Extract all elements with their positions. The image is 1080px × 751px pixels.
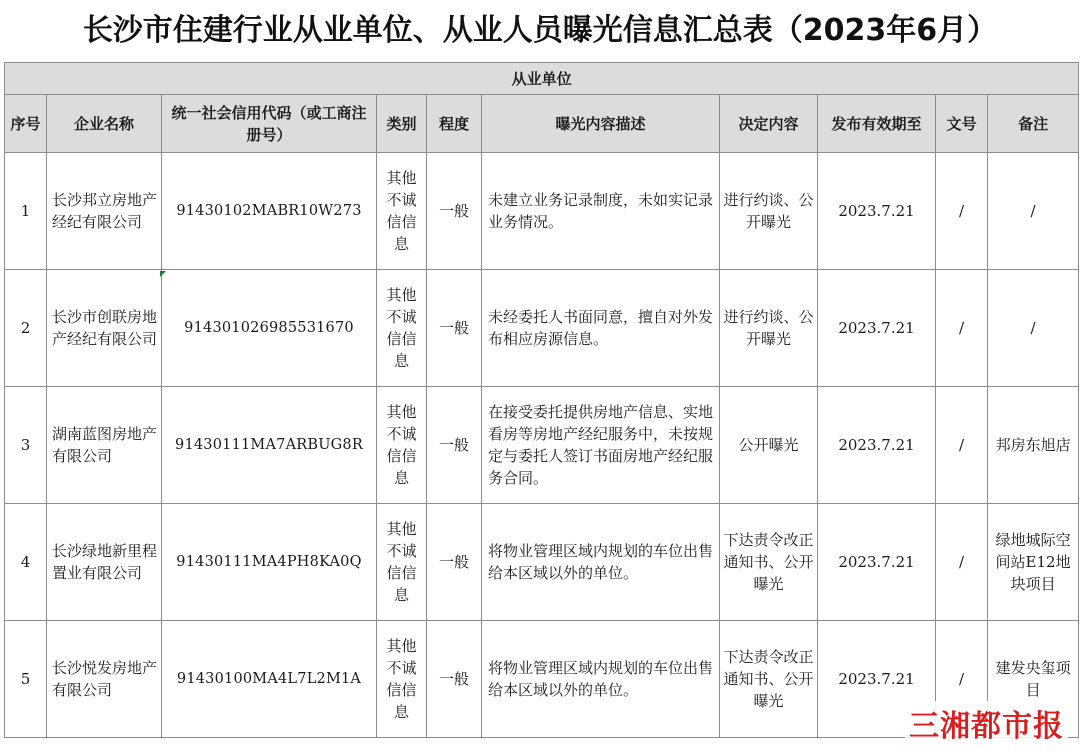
cell-level: 一般 (427, 270, 482, 387)
cell-doc-no: / (936, 621, 988, 738)
col-header-no: 序号 (5, 95, 47, 153)
cell-company-name: 湖南蓝图房地产有限公司 (47, 387, 162, 504)
table-row (5, 270, 1079, 387)
cell-no: 4 (5, 504, 47, 621)
cell-description: 未建立业务记录制度，未如实记录业务情况。 (482, 153, 720, 270)
cell-decision: 进行约谈、公开曝光 (720, 153, 818, 270)
cell-company-name: 长沙绿地新里程置业有限公司 (47, 504, 162, 621)
col-header-level: 程度 (427, 95, 482, 153)
cell-remark: 建发央玺项目 (988, 621, 1079, 738)
cell-comment-marker (160, 271, 166, 277)
col-header-valid-until: 发布有效期至 (818, 95, 936, 153)
newspaper-watermark-logo: 三湘都市报 (905, 701, 1068, 745)
cell-category: 其他不诚信信息 (377, 270, 427, 387)
cell-level: 一般 (427, 387, 482, 504)
cell-description: 将物业管理区域内规划的车位出售给本区域以外的单位。 (482, 621, 720, 738)
col-header-category: 类别 (377, 95, 427, 153)
cell-valid-until: 2023.7.21 (818, 504, 936, 621)
cell-valid-until: 2023.7.21 (818, 621, 936, 738)
group-header: 从业单位 (5, 63, 1079, 95)
cell-credit-code: 91430100MA4L7L2M1A (162, 621, 377, 738)
cell-level: 一般 (427, 504, 482, 621)
cell-no: 5 (5, 621, 47, 738)
cell-no: 1 (5, 153, 47, 270)
group-header-row (5, 63, 1079, 95)
cell-category: 其他不诚信信息 (377, 504, 427, 621)
cell-remark: 邦房东旭店 (988, 387, 1079, 504)
cell-remark: / (988, 153, 1079, 270)
table-row (5, 153, 1079, 270)
cell-level: 一般 (427, 153, 482, 270)
col-header-doc-no: 文号 (936, 95, 988, 153)
cell-no: 2 (5, 270, 47, 387)
col-header-name: 企业名称 (47, 95, 162, 153)
cell-description: 将物业管理区域内规划的车位出售给本区域以外的单位。 (482, 504, 720, 621)
cell-valid-until: 2023.7.21 (818, 387, 936, 504)
cell-remark: / (988, 270, 1079, 387)
cell-category: 其他不诚信信息 (377, 387, 427, 504)
cell-decision: 公开曝光 (720, 387, 818, 504)
cell-credit-code: 91430111MA4PH8KA0Q (162, 504, 377, 621)
cell-valid-until: 2023.7.21 (818, 153, 936, 270)
cell-doc-no: / (936, 387, 988, 504)
cell-description: 未经委托人书面同意，擅自对外发布相应房源信息。 (482, 270, 720, 387)
cell-credit-code: 914301026985531670 (162, 270, 377, 387)
col-header-desc: 曝光内容描述 (482, 95, 720, 153)
cell-doc-no: / (936, 270, 988, 387)
cell-company-name: 长沙邦立房地产经纪有限公司 (47, 153, 162, 270)
cell-category: 其他不诚信信息 (377, 153, 427, 270)
cell-remark: 绿地城际空间站E12地块项目 (988, 504, 1079, 621)
cell-company-name: 长沙悦发房地产有限公司 (47, 621, 162, 738)
cell-decision: 下达责令改正通知书、公开曝光 (720, 504, 818, 621)
column-header-row (5, 95, 1079, 153)
cell-decision: 进行约谈、公开曝光 (720, 270, 818, 387)
col-header-code: 统一社会信用代码（或工商注册号） (162, 95, 377, 153)
cell-credit-code: 91430111MA7ARBUG8R (162, 387, 377, 504)
cell-level: 一般 (427, 621, 482, 738)
exposure-table (4, 62, 1079, 738)
cell-decision: 下达责令改正通知书、公开曝光 (720, 621, 818, 738)
cell-doc-no: / (936, 153, 988, 270)
cell-company-name: 长沙市创联房地产经纪有限公司 (47, 270, 162, 387)
cell-credit-code: 91430102MABR10W273 (162, 153, 377, 270)
cell-no: 3 (5, 387, 47, 504)
table-row (5, 387, 1079, 504)
table-row (5, 504, 1079, 621)
page-title: 长沙市住建行业从业单位、从业人员曝光信息汇总表（2023年6月） (82, 13, 998, 48)
col-header-remark: 备注 (988, 95, 1079, 153)
cell-description: 在接受委托提供房地产信息、实地看房等房地产经纪服务中，未按规定与委托人签订书面房地产经纪服务合同。 (482, 387, 720, 504)
cell-category: 其他不诚信信息 (377, 621, 427, 738)
col-header-decision: 决定内容 (720, 95, 818, 153)
cell-doc-no: / (936, 504, 988, 621)
cell-valid-until: 2023.7.21 (818, 270, 936, 387)
